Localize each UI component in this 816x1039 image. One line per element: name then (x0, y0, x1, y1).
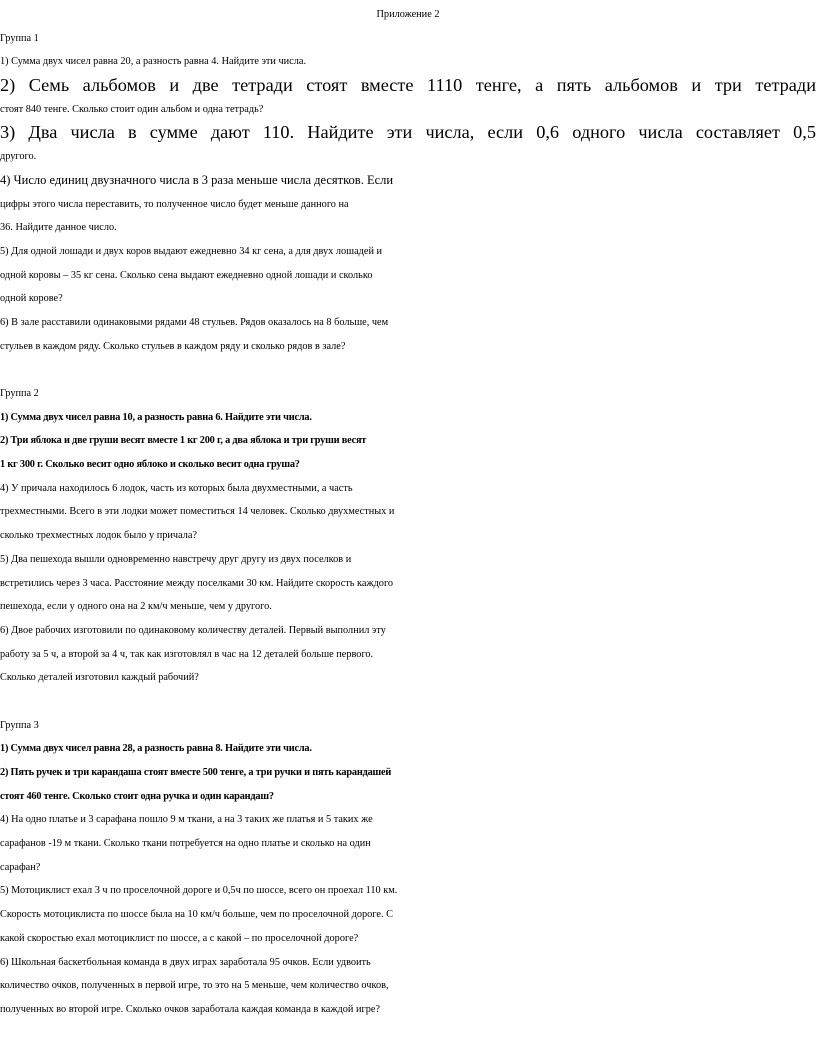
task-line: встретились через 3 часа. Расстояние между поселками 30 км. Найдите скорость каждого (0, 577, 394, 589)
task-line: 1) Сумма двух чисел равна 20, а разность равна 4. Найдите эти числа. (0, 56, 307, 68)
task-line: другого. (0, 151, 37, 163)
task-line: 36. Найдите данное число. (0, 222, 117, 234)
task-line: стоят 840 тенге. Сколько стоит один альбом и одна тетрадь? (0, 103, 264, 115)
section-spacer (0, 358, 816, 382)
task-line: количество очков, полученных в первой игре, то это на 5 меньше, чем количество очков, (0, 980, 389, 992)
task-line: 6) В зале расставили одинаковыми рядами 48 стульев. Рядов оказалось на 8 больше, чем (0, 316, 389, 328)
group-2-section (0, 382, 816, 690)
task-line: 5) Мотоциклист ехал 3 ч по проселочной дороге и 0,5ч по шоссе, всего он проехал 110 км. (0, 885, 398, 897)
group-3-tasks (0, 737, 816, 1021)
task-line: 1) Сумма двух чисел равна 10, а разность равна 6. Найдите эти числа. (0, 411, 312, 423)
task-line: одной корове? (0, 293, 63, 305)
task-line: 2) Семь альбомов и две тетради стоят вместе 1110 тенге, а пять альбомов и три тетради (0, 75, 816, 96)
task-line: 5) Два пешехода вышли одновременно навстречу друг другу из двух поселков и (0, 553, 352, 565)
task-line: пешехода, если у одного она на 2 км/ч меньше, чем у другого. (0, 601, 272, 613)
task-line: 2) Пять ручек и три карандаша стоят вместе 500 тенге, а три ручки и пять карандашей (0, 767, 392, 778)
task-line: 6) Школьная баскетбольная команда в двух играх заработала 95 очков. Если удвоить (0, 956, 371, 968)
task-line: 5) Для одной лошади и двух коров выдают ежедневно 34 кг сена, а для двух лошадей и (0, 245, 383, 257)
task-line: какой скоростью ехал мотоциклист по шоссе, а с какой – по проселочной дороге? (0, 932, 359, 944)
task-line: Сколько деталей изготовил каждый рабочий? (0, 672, 199, 684)
task-line: 1 кг 300 г. Сколько весит одно яблоко и сколько весит одна груша? (0, 459, 300, 471)
group-heading: Группа 3 (0, 719, 39, 731)
task-line: 3) Два числа в сумме дают 110. Найдите эти числа, если 0,6 одного числа составляет 0,5 (0, 122, 816, 143)
section-spacer (0, 690, 816, 714)
task-line: сарафанов -19 м ткани. Сколько ткани потребуется на одно платье и сколько на один (0, 838, 371, 850)
task-line: стульев в каждом ряду. Сколько стульев в каждом ряду и сколько рядов в зале? (0, 340, 346, 352)
group-heading: Группа 2 (0, 388, 39, 399)
task-line: цифры этого числа переставить, то полученное число будет меньше данного на (0, 198, 349, 210)
group-1-section (0, 27, 816, 359)
task-line: 4) У причала находилось 6 лодок, часть из которых была двухместными, а часть (0, 482, 353, 494)
group-3-section (0, 714, 816, 1022)
task-line: трехместными. Всего в эти лодки может поместиться 14 человек. Сколько двухместных и (0, 506, 395, 518)
group-1-tasks (0, 50, 816, 358)
task-line: сколько трехместных лодок было у причала? (0, 530, 198, 542)
task-line: одной коровы – 35 кг сена. Сколько сена выдают ежедневно одной лошади и сколько (0, 269, 373, 281)
task-line: 2) Три яблока и две груши весят вместе 1 кг 200 г, а два яблока и три груши весят (0, 435, 367, 447)
task-line: 1) Сумма двух чисел равна 28, а разность равна 8. Найдите эти числа. (0, 743, 312, 755)
document-title: Приложение 2 (376, 9, 440, 20)
task-line: 4) На одно платье и 3 сарафана пошло 9 м ткани, а на 3 таких же платья и 5 таких же (0, 814, 373, 826)
task-line: 4) Число единиц двузначного числа в 3 раза меньше числа десятков. Если (0, 172, 394, 187)
task-line: стоят 460 тенге. Сколько стоит одна ручка и один карандаш? (0, 790, 274, 802)
document-page (0, 3, 816, 1022)
task-line: Скорость мотоциклиста по шоссе была на 10 км/ч больше, чем по проселочной дороге. С (0, 909, 393, 921)
group-heading: Группа 1 (0, 32, 39, 44)
group-2-tasks (0, 406, 816, 690)
task-line: полученных во второй игре. Сколько очков заработала каждая команда в каждой игре? (0, 1003, 380, 1015)
task-line: 6) Двое рабочих изготовили по одинаковому количеству деталей. Первый выполнил эту (0, 624, 386, 636)
task-line: работу за 5 ч, а второй за 4 ч, так как изготовлял в час на 12 деталей больше первого. (0, 648, 374, 660)
task-line: сарафан? (0, 861, 41, 873)
